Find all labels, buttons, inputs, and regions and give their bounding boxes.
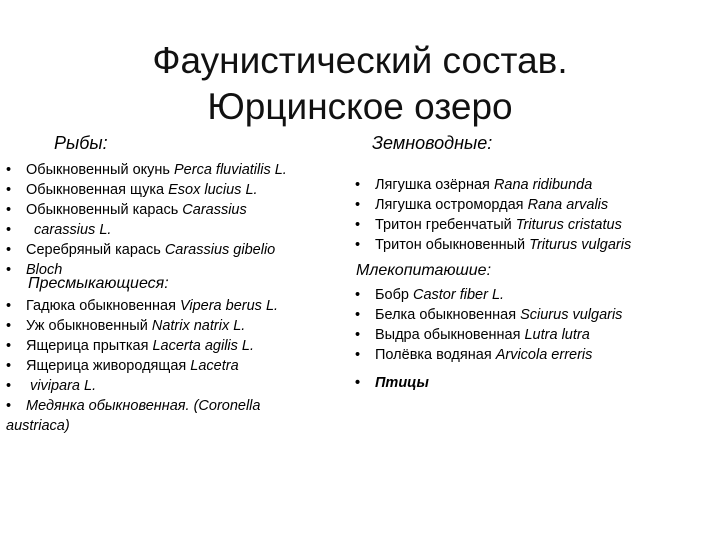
bullet: • [6,318,12,334]
species-name: Гадюка обыкновенная [26,298,180,314]
list-item [6,160,287,180]
list-item [6,376,278,396]
page-title [0,38,720,130]
species-latin: Natrix natrix L. [151,318,246,334]
list-item [6,240,287,260]
reptiles-list [6,296,278,416]
species-name: Лягушка остромордая [375,197,528,213]
list-item [355,325,622,345]
species-name: Обыкновенный окунь [26,162,175,178]
bullet: • [6,222,12,238]
list-item [6,316,278,336]
list-item [6,396,278,416]
species-latin: Carassius [182,202,247,218]
bullet: • [355,307,361,323]
species-latin: Esox lucius L. [168,182,258,198]
species-name: Обыкновенная щука [26,182,169,198]
bullet: • [355,177,361,193]
species-name: Выдра обыкновенная [375,327,525,343]
bullet: • [6,202,12,218]
list-item [355,195,631,215]
birds-label: Птицы [375,375,429,391]
list-item [355,215,631,235]
amphibians-heading: Земноводные: [372,133,493,153]
bullet: • [6,358,12,374]
species-latin: Медянка обыкновенная. (Coronella [26,398,261,414]
species-latin: Triturus vulgaris [529,237,632,253]
reptiles-heading: Пресмыкающиеся: [28,275,169,292]
bullet: • [355,287,361,303]
bullet: • [355,197,361,213]
bullet: • [6,338,12,354]
species-latin: Rana ridibunda [493,177,593,193]
bullet: • [355,217,361,233]
list-item [6,220,287,240]
species-name: Лягушка озёрная [375,177,494,193]
species-latin: Lutra lutra [524,327,590,343]
species-name: Бобр [375,287,413,303]
species-latin: Rana arvalis [527,197,609,213]
species-name: Ящерица живородящая [26,358,191,374]
species-name: Ящерица прыткая [26,338,153,354]
bullet: • [6,242,12,258]
mammals-heading: Млекопитаюшие: [356,262,492,279]
bullet: • [6,162,12,178]
species-name: Тритон гребенчатый [375,217,516,233]
species-latin: vivipara L. [26,378,97,394]
species-name: Серебряный карась [26,242,165,258]
species-name: Тритон обыкновенный [375,237,530,253]
bullet: • [6,262,12,278]
list-item [355,305,622,325]
bullet: • [6,378,12,394]
species-latin: Bloch [26,262,63,278]
list-item [355,235,631,255]
list-item [6,296,278,316]
species-latin: Lacerta agilis L. [152,338,255,354]
title-line-2: Юрцинское озеро [207,86,513,127]
species-latin: Arvicola erreris [495,347,593,363]
bullet: • [6,398,12,414]
list-item [6,356,278,376]
mammals-list [355,285,622,365]
list-item [355,373,429,393]
species-latin: Carassius gibelio [164,242,276,258]
species-latin: Triturus cristatus [515,217,622,233]
species-latin: Castor fiber L. [412,287,505,303]
list-item [6,180,287,200]
list-item [6,336,278,356]
species-latin: Perca fluviatilis L. [174,162,287,178]
bullet: • [6,182,12,198]
birds-list [355,373,429,393]
bullet: • [355,237,361,253]
fish-list [6,160,287,280]
bullet: • [355,327,361,343]
title-line-1: Фаунистический состав. [152,40,568,81]
species-name: Полёвка водяная [375,347,496,363]
species-latin: Sciurus vulgaris [520,307,623,323]
fish-heading: Рыбы: [54,133,108,153]
species-name: Уж обыкновенный [26,318,152,334]
bullet: • [355,375,361,391]
amphibians-list [355,175,631,255]
reptiles-tail: austriaca) [6,418,70,434]
bullet: • [355,347,361,363]
species-latin: carassius L. [26,222,112,238]
bullet: • [6,298,12,314]
list-item [355,345,622,365]
species-name: Белка обыкновенная [375,307,521,323]
list-item [355,285,622,305]
species-latin: Vipera berus L. [179,298,279,314]
list-item [6,200,287,220]
list-item [355,175,631,195]
species-name: Обыкновенный карась [26,202,183,218]
species-latin: Lacetra [190,358,239,374]
